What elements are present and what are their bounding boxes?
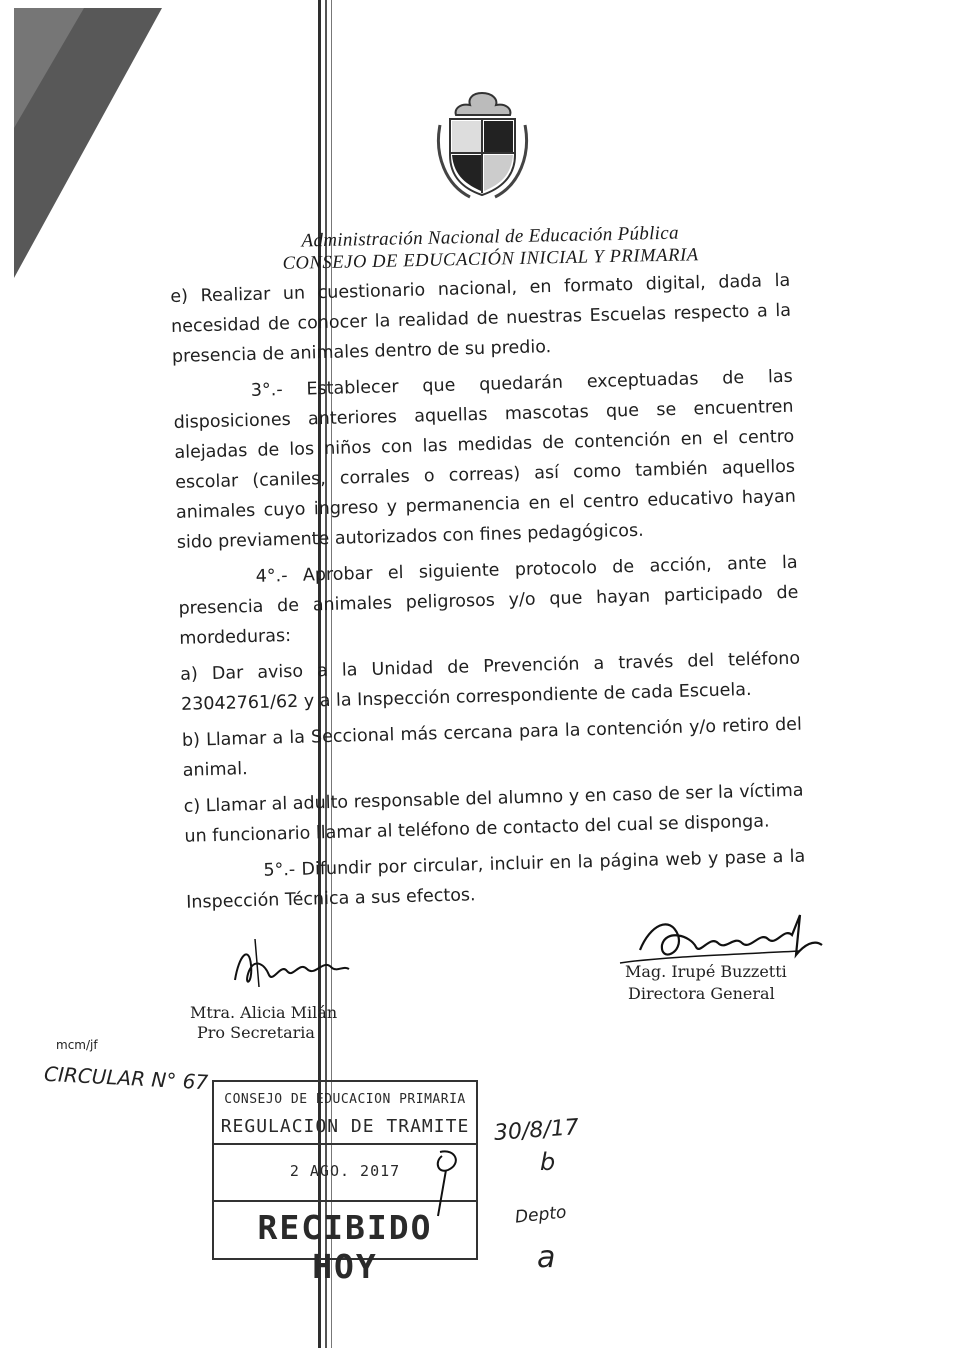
item-a: a) Dar aviso a la Unidad de Prevención a través del teléfono 23042761/62 y a la Inspección correspondiente de cada Escuela. [180,648,801,715]
scan-corner-highlight [14,8,84,128]
article-4: 4°.- Aprobar el siguiente protocolo de acción, ante la presencia de animales peligrosos y/o que hayan participado de mordeduras: [178,552,799,649]
article-3: 3°.- Establecer que quedarán exceptuadas de las disposiciones anteriores aquellas mascotas que se encuentren alejadas de los niños con las medidas de contención en el centro escolar (caniles, corrales o correas) así como también aquellos animales cuyo ingreso y permanencia en el centro educativo hayan sido previamente autorizados con fines pedagógicos. [173,366,797,553]
secretary-title: Pro Secretaria [197,1023,315,1042]
director-title: Directora General [628,984,775,1003]
document-body [170,266,807,924]
handwritten-circular-number: CIRCULAR N° 67 [43,1061,209,1095]
secretary-name: Mtra. Alicia Milán [190,1003,338,1022]
stamp-date: 2 AGO. 2017 [289,1162,401,1180]
handwritten-date: 30/8/17 [493,1115,580,1146]
stamp-council: CONSEJO DE EDUCACION PRIMARIA [224,1092,466,1107]
header-council: CONSEJO DE EDUCACIÓN INICIAL Y PRIMARIA [282,245,699,274]
item-e: e) Realizar un cuestionario nacional, en formato digital, dada la necesidad de conocer la realidad de nuestras Escuelas respecto a la presencia de animales dentro de su predio. [170,270,792,367]
stamp-received: RECIBIDO HOY [214,1200,476,1286]
item-b: b) Llamar a la Seccional más cercana para la contención y/o retiro del animal. [181,714,803,781]
item-c: c) Llamar al adulto responsable del alumno y en caso de ser la víctima un funcionario llamar al teléfono de contacto del cual se disponga. [183,780,804,847]
article-5: 5°.- Difundir por circular, incluir en la página web y pase a la Inspección Técnica a sus efectos. [185,846,806,913]
header-administration: Administración Nacional de Educación Pública [301,222,679,252]
handwritten-mark-a: a [537,1240,556,1275]
stamp-regulation: REGULACION DE TRAMITE [214,1116,476,1145]
uruguay-coat-of-arms-icon [430,85,535,200]
handwritten-mark-b: b [540,1148,556,1176]
signature-secretary-icon [225,935,355,995]
director-name: Mag. Irupé Buzzetti [625,962,787,981]
document-header [230,221,751,276]
typist-initials: mcm/jf [56,1038,98,1052]
handwritten-mark-dept: Depto [514,1202,568,1228]
stamp-handwritten-mark-icon [420,1140,470,1220]
